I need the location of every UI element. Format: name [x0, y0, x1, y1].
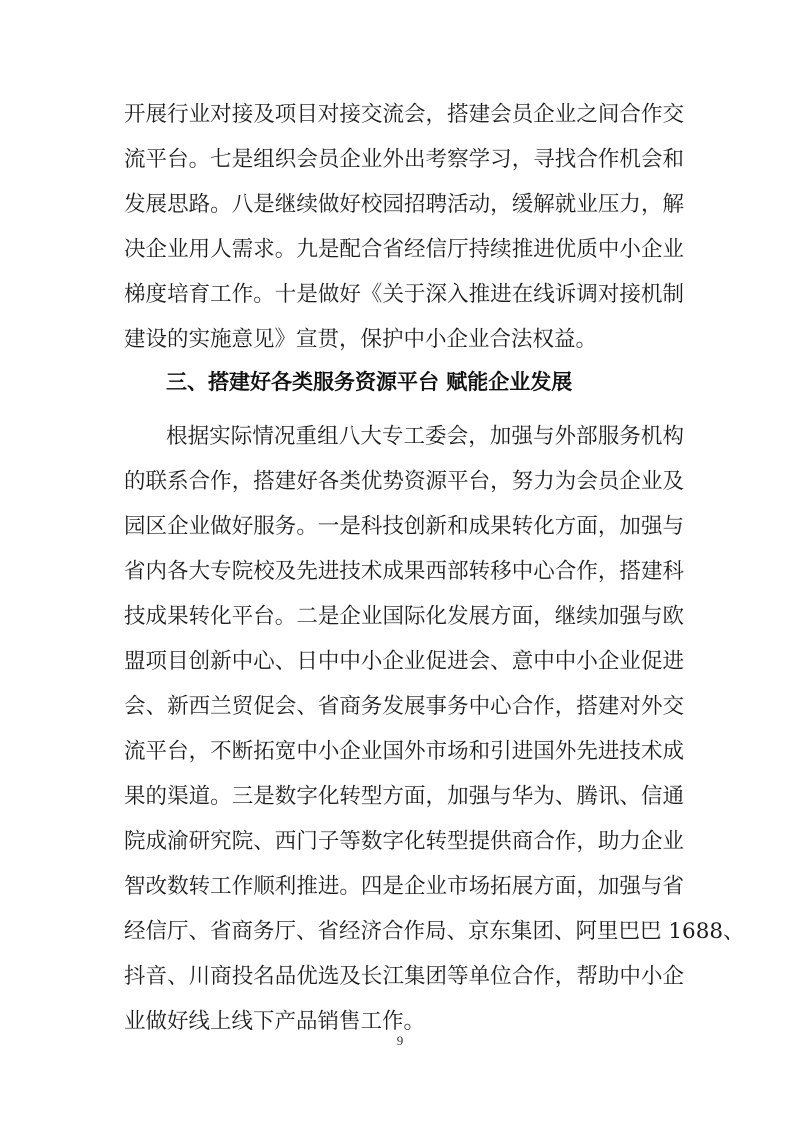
paragraph-line: 发展思路。八是继续做好校园招聘活动，缓解就业压力，解: [124, 192, 684, 217]
paragraph-line: 果的渠道。三是数字化转型方面，加强与华为、腾讯、信通: [124, 784, 684, 809]
paragraph-line: 决企业用人需求。九是配合省经信厅持续推进优质中小企业: [124, 237, 684, 262]
paragraph-line: 技成果转化平台。二是企业国际化发展方面，继续加强与欧: [124, 604, 684, 629]
paragraph-line: 园区企业做好服务。一是科技创新和成果转化方面，加强与: [124, 514, 684, 539]
paragraph-line: 流平台。七是组织会员企业外出考察学习，寻找合作机会和: [124, 147, 684, 172]
paragraph-line: 梯度培育工作。十是做好《关于深入推进在线诉调对接机制: [124, 282, 684, 307]
paragraph-line: 会、新西兰贸促会、省商务发展事务中心合作，搭建对外交: [124, 694, 684, 719]
paragraph-line: 流平台，不断拓宽中小企业国外市场和引进国外先进技术成: [124, 739, 684, 764]
section-heading: 三、搭建好各类服务资源平台 赋能企业发展: [166, 370, 573, 394]
paragraph-line: 开展行业对接及项目对接交流会，搭建会员企业之间合作交: [124, 102, 684, 127]
paragraph-line: 抖音、川商投名品优选及长江集团等单位合作，帮助中小企: [124, 964, 684, 989]
paragraph-line: 盟项目创新中心、日中中小企业促进会、意中中小企业促进: [124, 649, 684, 674]
paragraph-line: 智改数转工作顺利推进。四是企业市场拓展方面，加强与省: [124, 874, 684, 899]
paragraph-line: 的联系合作，搭建好各类优势资源平台，努力为会员企业及: [124, 469, 684, 494]
paragraph-line: 根据实际情况重组八大专工委会，加强与外部服务机构: [166, 424, 684, 449]
paragraph-line: 省内各大专院校及先进技术成果西部转移中心合作，搭建科: [124, 559, 684, 584]
paragraph-line: 建设的实施意见》宣贯，保护中小企业合法权益。: [124, 327, 598, 352]
paragraph-line: 院成渝研究院、西门子等数字化转型提供商合作，助力企业: [124, 829, 684, 854]
paragraph-line: 经信厅、省商务厅、省经济合作局、京东集团、阿里巴巴 1688、: [124, 919, 745, 944]
paragraph-line: 业做好线上线下产品销售工作。: [124, 1009, 426, 1034]
page-number: 9: [396, 1033, 404, 1048]
